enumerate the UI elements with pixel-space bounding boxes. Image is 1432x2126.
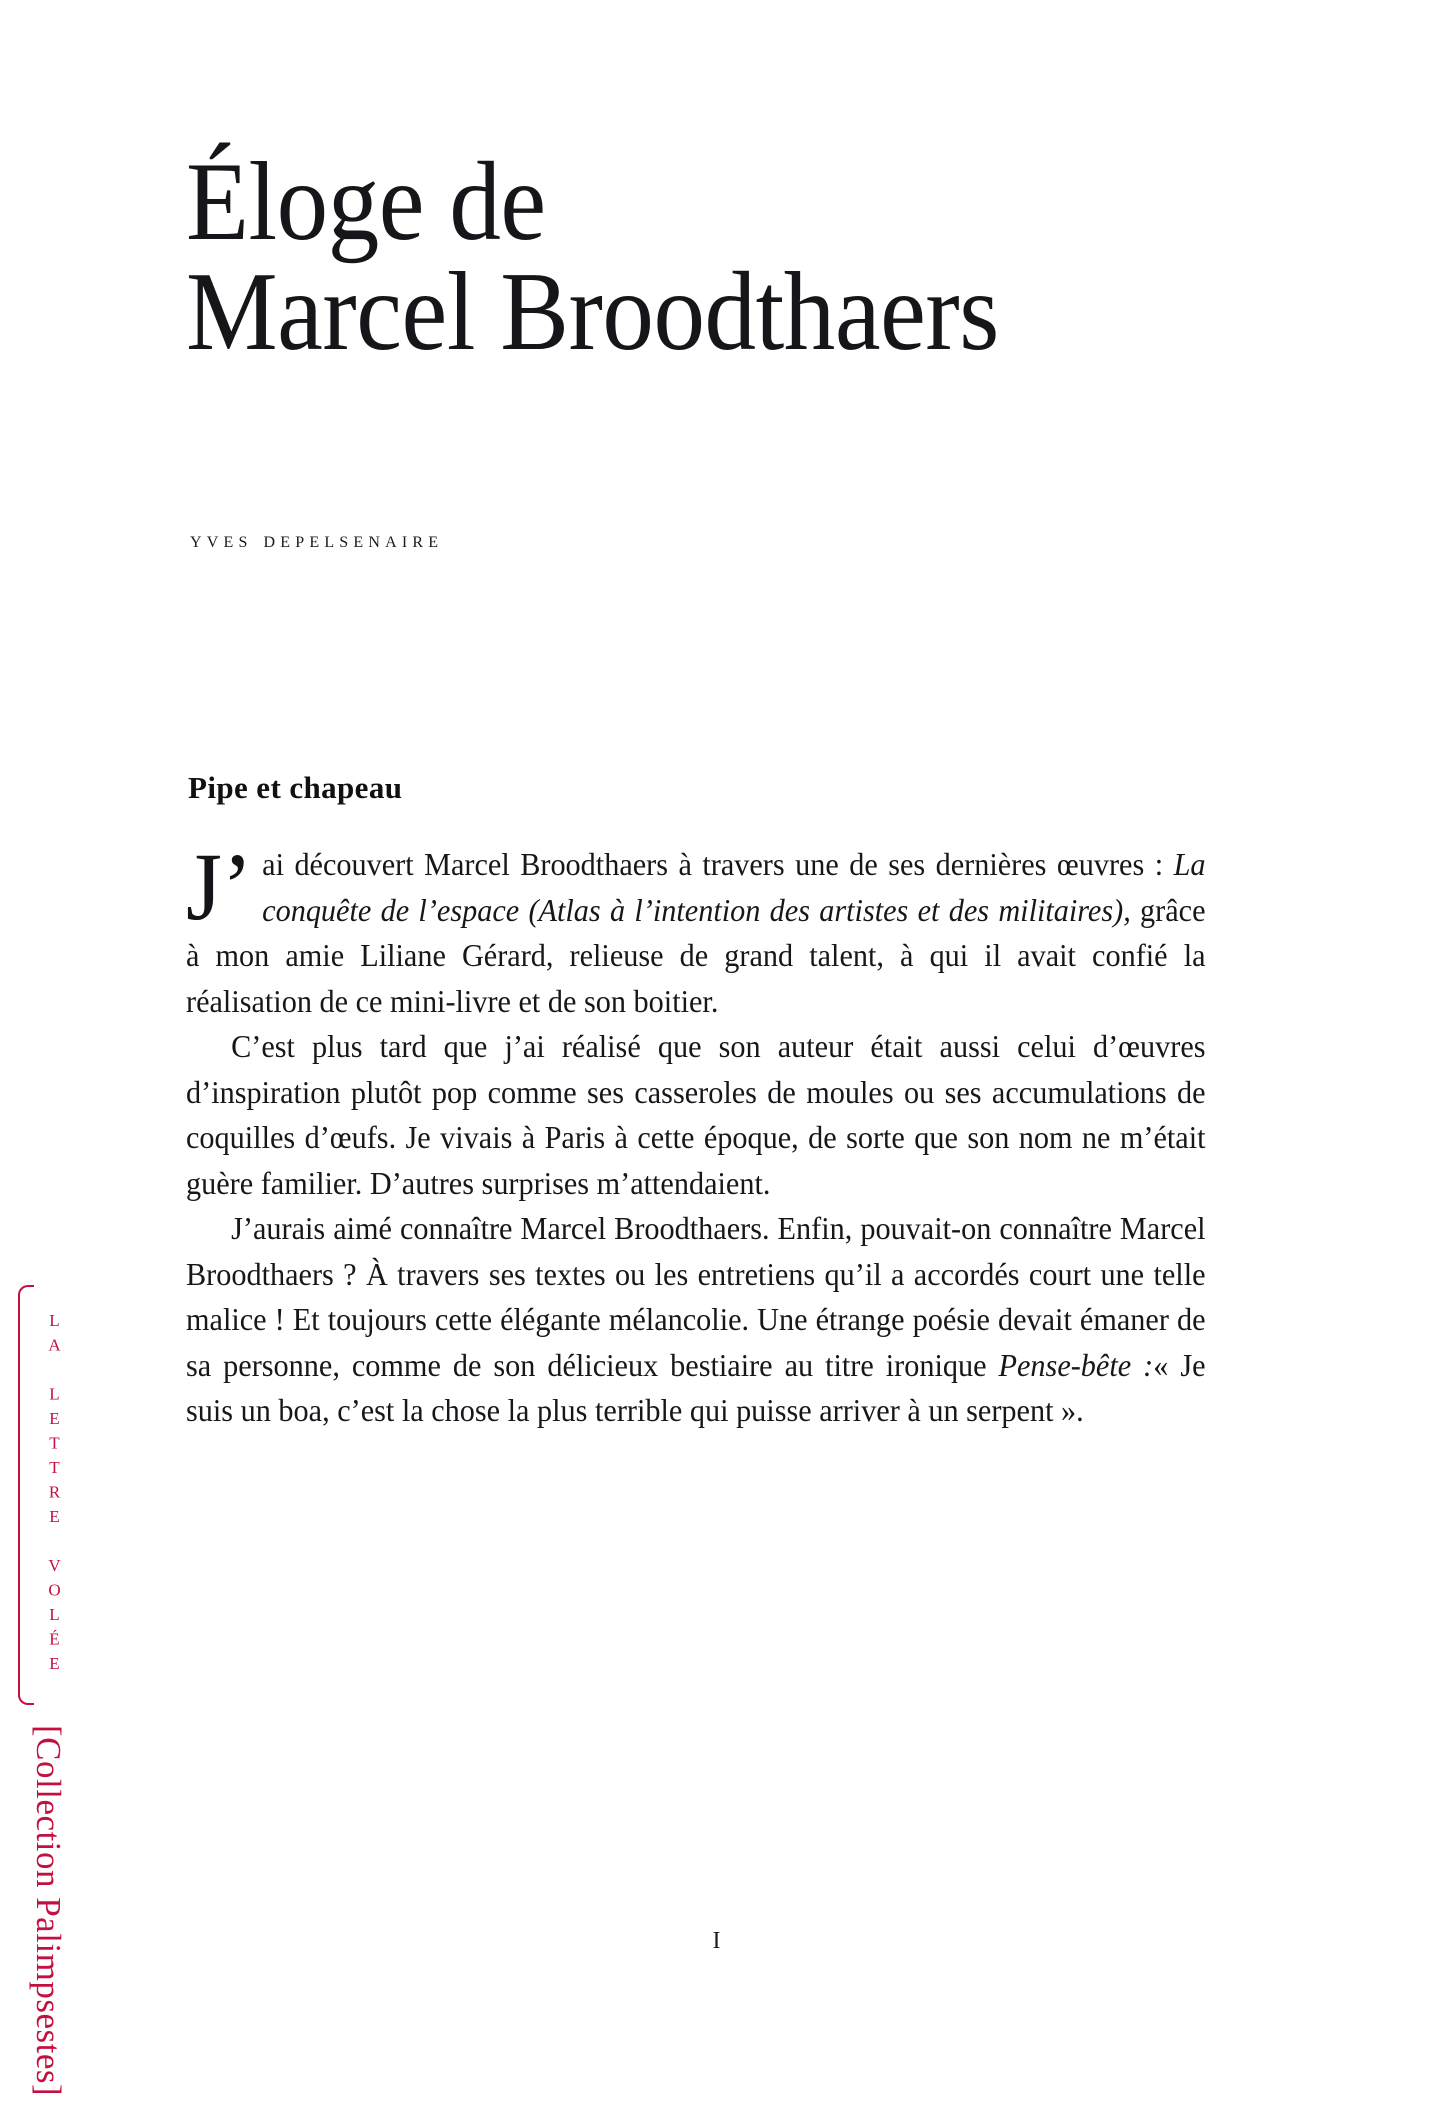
- paragraph-3: [186, 1206, 1206, 1434]
- book-title-italic-1: La conquête de l’espace (Atlas à l’intention des artistes et des militaires),: [262, 847, 1206, 928]
- publisher-series-mark: [18, 1285, 62, 1705]
- paragraph-1-run-2: grâce à mon amie Liliane Gérard, relieuse de grand talent, à qui il avait confié la réalisation de ce mini-livre et de son boitier.: [186, 892, 1206, 1019]
- publisher-series-name: LA LETTRE VOLÉE: [45, 1311, 64, 1679]
- bracket-rule-decoration: [18, 1285, 34, 1705]
- page-title-line-2: Marcel Broodthaers: [186, 249, 999, 374]
- paragraph-1: [186, 833, 1206, 1024]
- publisher-imprint-margin: [0, 0, 130, 2126]
- paragraph-2: C’est plus tard que j’ai réalisé que son auteur était aussi celui d’œuvres d’inspiration plutôt pop comme ses casseroles de moules ou ses accumulations de coquilles d’œufs. Je vivais à Paris à cette époque, de sorte que son nom ne m’était guère familier. D’autres surprises m’attendaient.: [186, 1029, 1206, 1201]
- paragraph-1-run-1: ai découvert Marcel Broodthaers à travers une de ses dernières œuvres :: [262, 847, 1174, 882]
- page-title: [186, 140, 1163, 374]
- page-title-line-1: Éloge de: [186, 140, 546, 264]
- publisher-collection-name: [Collection Palimpsestes]: [29, 1725, 68, 2097]
- section-heading: Pipe et chapeau: [188, 770, 403, 805]
- page-number: I: [712, 1928, 722, 1954]
- paragraph-3-run-1: J’aurais aimé connaître Marcel Broodthaers. Enfin, pouvait-on connaître Marcel Broodthaers ? À travers ses textes ou les entretiens qu’il a accordés court une telle malice ! Et toujours cette élégante mélancolie. Une étrange poésie devait émaner de sa personne, comme de son délicieux bestiaire au titre ironique: [186, 1211, 1206, 1383]
- body-text: [186, 833, 1206, 1434]
- paragraph-3-run-2: « Je suis un boa, c’est la chose la plus terrible qui puisse arriver à un serpent ».: [186, 1347, 1206, 1428]
- drop-cap: J’: [186, 833, 253, 940]
- book-title-italic-2: Pense-bête :: [998, 1347, 1154, 1383]
- author-byline: yves depelsenaire: [190, 527, 444, 552]
